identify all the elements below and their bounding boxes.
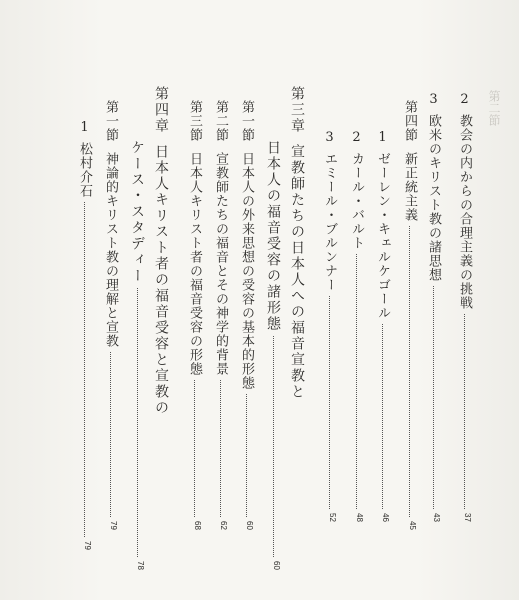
entry-title: エミール・ブルンナー <box>322 152 337 292</box>
leader-dots <box>464 314 465 509</box>
toc-entry <box>350 92 363 522</box>
page-number: 79 <box>109 521 118 530</box>
toc-entry <box>403 100 416 530</box>
entry-title: 松村介石 <box>77 142 92 198</box>
leader-dots <box>273 336 274 557</box>
page-number: 46 <box>381 513 390 522</box>
toc-entry <box>214 100 227 530</box>
page-number: 79 <box>83 541 92 550</box>
page-number: 45 <box>408 521 417 530</box>
section-label: 第一節 <box>239 100 254 142</box>
entry-title: 宣教師たちの福音とその神学的背景 <box>213 152 228 376</box>
toc-entry <box>130 140 144 570</box>
section-label: 第二節 <box>213 100 228 142</box>
entry-title: ケース・スタディー <box>129 140 145 284</box>
leader-dots <box>433 286 434 509</box>
chapter-label: 第四章 <box>153 86 169 134</box>
toc-entry <box>240 100 253 530</box>
entry-number: 1 <box>77 120 92 136</box>
toc-entry <box>323 92 336 522</box>
entry-number: 3 <box>322 130 337 146</box>
page-number: 37 <box>463 513 472 522</box>
entry-title: 日本人の外来思想の受容の基本的形態 <box>239 152 254 390</box>
page-number: 68 <box>193 521 202 530</box>
leader-dots <box>382 324 383 509</box>
section-label: 第一節 <box>103 100 118 142</box>
chapter-heading <box>290 86 304 516</box>
chapter-label: 第三章 <box>289 86 305 134</box>
entry-title: 宣教師たちの日本人への福音宣教と <box>289 144 305 400</box>
leader-dots <box>194 380 195 517</box>
leader-dots <box>356 254 357 509</box>
entry-title: 日本人の福音受容の諸形態 <box>265 140 281 332</box>
leader-dots <box>329 296 330 509</box>
entry-title: 新正統主義 <box>402 152 417 222</box>
leader-dots <box>110 352 111 517</box>
entry-number: 2 <box>349 130 364 146</box>
section-label: 第三節 <box>187 100 202 142</box>
toc-entry <box>78 120 91 550</box>
entry-title: 神論的キリスト教の理解と宣教 <box>103 152 118 348</box>
leader-dots <box>409 226 410 517</box>
bleed-through-text: 第二節 <box>487 90 501 126</box>
entry-number: 3 <box>426 92 441 108</box>
toc-entry <box>104 100 117 530</box>
toc-entry <box>188 100 201 530</box>
leader-dots <box>220 380 221 517</box>
page-number: 48 <box>355 513 364 522</box>
page-number: 60 <box>272 561 281 570</box>
chapter-heading <box>154 86 168 516</box>
leader-dots <box>137 288 138 557</box>
page-number: 52 <box>328 513 337 522</box>
leader-dots <box>84 202 85 537</box>
entry-title: 日本人キリスト者の福音受容と宣教の <box>153 144 169 416</box>
page-number: 78 <box>136 561 145 570</box>
entry-number: 1 <box>375 130 390 146</box>
entry-number: 2 <box>457 92 472 108</box>
toc-entry <box>376 92 389 522</box>
page-number: 43 <box>432 513 441 522</box>
entry-title: 欧米のキリスト教の諸思想 <box>426 114 441 282</box>
toc-entry <box>266 140 280 570</box>
entry-title: カール・バルト <box>349 152 364 250</box>
leader-dots <box>246 394 247 517</box>
entry-title: 日本人キリスト者の福音受容の形態 <box>187 152 202 376</box>
page-number: 60 <box>245 521 254 530</box>
entry-title: ゼーレン・キェルケゴール <box>375 152 390 320</box>
section-label: 第四節 <box>402 100 417 142</box>
toc-entry <box>458 92 471 522</box>
page-number: 62 <box>219 521 228 530</box>
toc-entry <box>427 92 440 522</box>
entry-title: 教会の内からの合理主義の挑戦 <box>457 114 472 310</box>
